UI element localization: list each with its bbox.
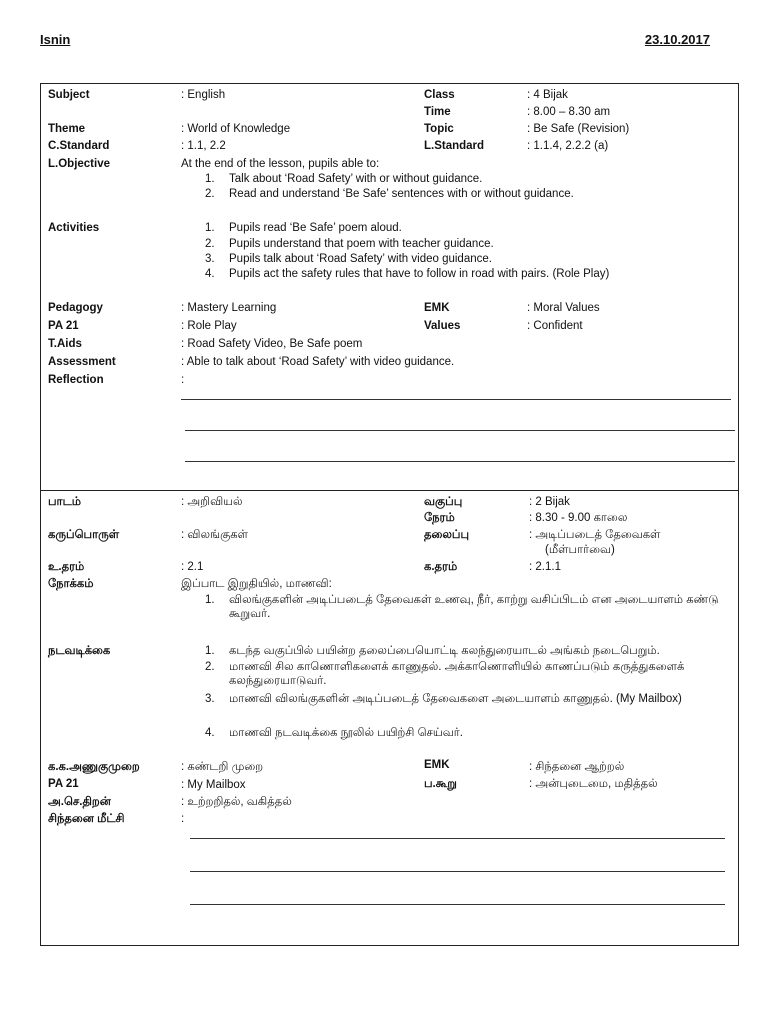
pedagogy-value: : Mastery Learning: [181, 302, 277, 314]
tamil-activity-item: 2. மாணவி சில காணொளிகளைக் காணுதல். அக்காணொளியில் காணப்படும் கருத்துகளைக் கலந்துரையாடுவர்.: [205, 661, 685, 687]
reflection-label: Reflection: [48, 374, 104, 386]
time-label: Time: [424, 106, 451, 118]
tamil-theme-label: கருப்பொருள்: [48, 529, 120, 541]
lobjective-intro: At the end of the lesson, pupils able to:: [181, 158, 380, 170]
tamil-objective-item: 1. விலங்குகளின் அடிப்படைத் தேவைகள் உணவு, நீர், காற்று வசிப்பிடம் என அடையாளம் கண்டு கூறுவர்.: [205, 594, 719, 620]
emk-label: EMK: [424, 302, 450, 314]
tamil-skills-label: அ.செ.திறன்: [48, 796, 111, 808]
tamil-values-value: : அன்புடைமை, மதித்தல்: [529, 778, 658, 790]
tamil-reflection-value: :: [181, 813, 185, 825]
theme-value: : World of Knowledge: [181, 123, 291, 135]
cstandard-value: : 1.1, 2.2: [181, 140, 226, 152]
reflection-write-line: [185, 461, 735, 462]
tamil-class-value: : 2 Bijak: [529, 496, 570, 508]
tamil-subject-label: பாடம்: [48, 496, 81, 508]
tamil-topic-label: தலைப்பு: [424, 529, 470, 541]
tamil-lstandard-value: : 2.1.1: [529, 561, 561, 573]
activities-label: Activities: [48, 222, 100, 234]
class-label: Class: [424, 89, 455, 101]
day-heading: Isnin: [40, 32, 71, 47]
pa21-value: : Role Play: [181, 320, 237, 332]
tamil-pa21-label: PA 21: [48, 778, 79, 790]
tamil-pa21-value: : My Mailbox: [181, 779, 246, 791]
tamil-emk-label: EMK: [424, 759, 450, 771]
tamil-time-value: : 8.30 - 9.00 காலை: [529, 512, 628, 524]
tamil-topic-value-line2: (மீள்பார்வை): [545, 544, 615, 556]
values-value: : Confident: [527, 320, 583, 332]
taids-label: T.Aids: [48, 338, 82, 350]
reflection-write-line: [185, 430, 735, 431]
subject-value: : English: [181, 89, 226, 101]
lesson-plan-frame: [40, 83, 739, 946]
class-value: : 4 Bijak: [527, 89, 568, 101]
tamil-pedagogy-value: : கண்டறி முறை: [181, 761, 264, 773]
tamil-skills-value: : உற்றறிதல், வகித்தல்: [181, 796, 292, 808]
tamil-values-label: ப.கூறு: [424, 778, 457, 790]
lstandard-value: : 1.1.4, 2.2.2 (a): [527, 140, 609, 152]
tamil-emk-value: : சிந்தனை ஆற்றல்: [529, 761, 625, 773]
section-divider: [40, 490, 739, 491]
tamil-pedagogy-label: க.க.அணுகுமுறை: [48, 761, 140, 773]
assessment-label: Assessment: [48, 356, 116, 368]
tamil-theme-value: : விலங்குகள்: [181, 529, 248, 541]
tamil-time-label: நேரம்: [424, 512, 455, 524]
tamil-activity-item: 3. மாணவி விலங்குகளின் அடிப்படைத் தேவைகளை அடையாளம் காணுதல். (My Mailbox): [205, 693, 682, 705]
theme-label: Theme: [48, 123, 86, 135]
tamil-reflection-write-line: [190, 904, 725, 905]
tamil-reflection-write-line: [190, 838, 725, 839]
tamil-class-label: வகுப்பு: [424, 496, 463, 508]
pa21-label: PA 21: [48, 320, 79, 332]
lobjective-label: L.Objective: [48, 158, 110, 170]
tamil-activities-label: நடவடிக்கை: [48, 645, 111, 657]
tamil-reflection-write-line: [190, 871, 725, 872]
topic-label: Topic: [424, 123, 454, 135]
subject-label: Subject: [48, 89, 90, 101]
tamil-reflection-label: சிந்தனை மீட்சி: [48, 813, 125, 825]
date-heading: 23.10.2017: [644, 32, 710, 47]
time-value: : 8.00 – 8.30 am: [527, 106, 611, 118]
assessment-value: : Able to talk about ‘Road Safety’ with video guidance.: [181, 356, 455, 368]
tamil-cstandard-label: உ.தரம்: [48, 561, 85, 573]
tamil-objective-intro: இப்பாட இறுதியில், மாணவி:: [181, 578, 332, 590]
pedagogy-label: Pedagogy: [48, 302, 103, 314]
reflection-write-line: [181, 399, 731, 400]
emk-value: : Moral Values: [527, 302, 600, 314]
taids-value: : Road Safety Video, Be Safe poem: [181, 338, 363, 350]
topic-value: : Be Safe (Revision): [527, 123, 630, 135]
tamil-cstandard-value: : 2.1: [181, 561, 204, 573]
reflection-value: :: [181, 374, 185, 386]
tamil-topic-value: : அடிப்படைத் தேவைகள்: [529, 529, 661, 541]
lstandard-label: L.Standard: [424, 140, 485, 152]
cstandard-label: C.Standard: [48, 140, 110, 152]
tamil-subject-value: : அறிவியல்: [181, 496, 243, 508]
tamil-lstandard-label: க.தரம்: [424, 561, 458, 573]
values-label: Values: [424, 320, 461, 332]
tamil-objective-label: நோக்கம்: [48, 578, 94, 590]
